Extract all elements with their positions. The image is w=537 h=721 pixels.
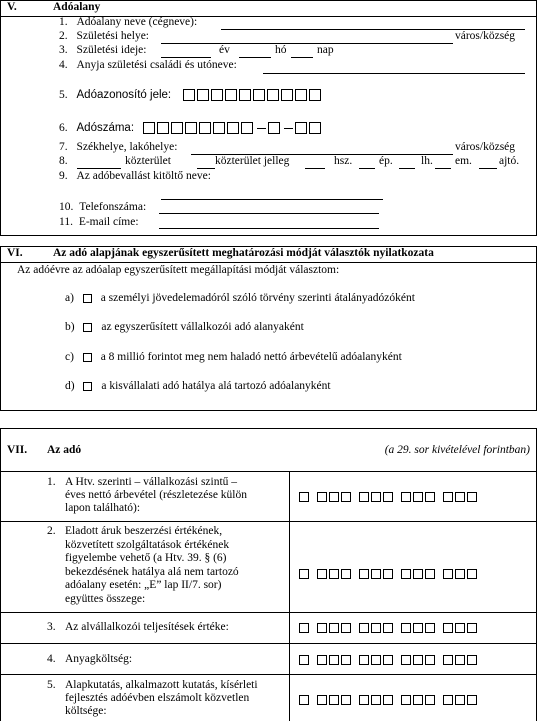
item-num: 1. bbox=[59, 16, 68, 28]
option-b[interactable] bbox=[65, 321, 304, 333]
row-label-line: Alapkutatás, alkalmazott kutatás, kísérleti bbox=[65, 679, 258, 691]
ep-label: ép. bbox=[379, 155, 393, 167]
item-8 bbox=[59, 155, 68, 167]
item-label: Adószáma: bbox=[76, 122, 135, 134]
item-label: Telefonszáma: bbox=[79, 201, 147, 213]
row-num: 5. bbox=[47, 679, 56, 691]
em-label: em. bbox=[455, 155, 472, 167]
row-label-line: együttes összege: bbox=[65, 592, 146, 605]
row-label-line: Az alvállalkozói teljesítések értéke: bbox=[65, 621, 229, 633]
option-text: a személyi jövedelemadóról szóló törvény szerinti átalányadózóként bbox=[100, 292, 415, 304]
item-num: 9. bbox=[59, 170, 68, 182]
email-field[interactable] bbox=[159, 228, 379, 229]
row-label-line: bekezdésének hatálya alá nem tartozó bbox=[65, 565, 239, 578]
row-label-line: költsége: bbox=[65, 705, 107, 717]
house-number-field[interactable] bbox=[305, 168, 325, 169]
item-num: 6. bbox=[59, 122, 68, 134]
section-v-header bbox=[1, 1, 536, 17]
month-label: hó bbox=[275, 44, 287, 56]
row-5-label bbox=[65, 679, 258, 718]
column-divider bbox=[289, 471, 290, 721]
row-4-amount-boxes[interactable] bbox=[299, 655, 479, 668]
section-v-number: V. bbox=[7, 1, 17, 13]
floor-field[interactable] bbox=[435, 168, 451, 169]
option-letter: b) bbox=[65, 321, 75, 333]
section-vii bbox=[0, 428, 537, 721]
mother-name-field[interactable] bbox=[263, 73, 525, 74]
item-11 bbox=[59, 216, 139, 228]
birth-month-field[interactable] bbox=[239, 57, 271, 58]
option-text: a 8 millió forintot meg nem haladó nettó árbevételű adóalanyként bbox=[100, 351, 402, 363]
item-label: Születési ideje: bbox=[76, 44, 147, 56]
item-label: Az adóbevallást kitöltő neve: bbox=[76, 170, 211, 182]
section-vi bbox=[0, 246, 537, 411]
item-5 bbox=[59, 89, 171, 101]
lh-label: lh. bbox=[421, 155, 433, 167]
option-a[interactable] bbox=[65, 292, 415, 304]
ajto-label: ajtó. bbox=[499, 155, 520, 167]
birth-place-field[interactable] bbox=[161, 43, 453, 44]
item-7 bbox=[59, 141, 177, 153]
birth-place-suffix: város/község bbox=[455, 30, 516, 42]
row-3-label bbox=[65, 621, 229, 633]
section-vi-number: VI. bbox=[7, 247, 23, 259]
residence-suffix: város/község bbox=[455, 141, 516, 153]
street-type-label: közterület jelleg bbox=[215, 155, 290, 167]
hsz-label: hsz. bbox=[334, 155, 353, 167]
checkbox-icon[interactable] bbox=[83, 294, 92, 303]
item-label: Adóazonosító jele: bbox=[76, 89, 172, 101]
item-4 bbox=[59, 59, 237, 71]
option-d[interactable] bbox=[65, 380, 331, 392]
option-c[interactable] bbox=[65, 351, 402, 363]
checkbox-icon[interactable] bbox=[83, 353, 92, 362]
birth-day-field[interactable] bbox=[291, 57, 313, 58]
row-label-line: éves nettó árbevétel (részletezése külön bbox=[65, 489, 247, 501]
row-4-label bbox=[65, 653, 132, 665]
table-row-4 bbox=[47, 653, 56, 665]
table-row-1 bbox=[47, 476, 56, 489]
item-num: 7. bbox=[59, 141, 68, 153]
item-10 bbox=[59, 201, 146, 213]
item-label: Születési helye: bbox=[76, 30, 149, 42]
option-text: az egyszerűsített vállalkozói adó alanyaként bbox=[101, 321, 304, 333]
section-vii-title: Az adó bbox=[47, 444, 82, 456]
row-label-line: Anyagköltség: bbox=[65, 653, 133, 665]
option-text: a kisvállalati adó hatálya alá tartozó adóalanyként bbox=[101, 380, 331, 392]
street-label: közterület bbox=[125, 155, 171, 167]
table-row-2 bbox=[47, 525, 56, 539]
row-label-line: fejlesztés adóévben elszámolt közvetlen bbox=[65, 692, 250, 704]
row-divider bbox=[1, 612, 536, 613]
row-2-label bbox=[65, 525, 239, 606]
phone-field[interactable] bbox=[159, 213, 379, 214]
item-label: Székhelye, lakóhelye: bbox=[76, 141, 178, 153]
item-1 bbox=[59, 16, 197, 28]
option-letter: a) bbox=[65, 292, 74, 304]
item-num: 11. bbox=[59, 216, 73, 228]
row-num: 3. bbox=[47, 621, 56, 633]
section-v bbox=[0, 0, 537, 236]
item-num: 2. bbox=[59, 30, 68, 42]
row-label-line: lapon található): bbox=[65, 502, 141, 514]
item-num: 5. bbox=[59, 89, 68, 101]
item-3 bbox=[59, 44, 146, 56]
item-num: 4. bbox=[59, 59, 68, 71]
item-6 bbox=[59, 122, 134, 134]
table-row-3 bbox=[47, 621, 56, 633]
option-letter: d) bbox=[65, 380, 75, 392]
row-label-line: Eladott áruk beszerzési értékének, bbox=[65, 525, 223, 537]
street-type-field[interactable] bbox=[197, 168, 215, 169]
filler-name-field[interactable] bbox=[161, 199, 383, 200]
row-label-line: közvetített szolgáltatások értékének bbox=[65, 538, 230, 551]
row-num: 1. bbox=[47, 476, 56, 488]
year-label: év bbox=[219, 44, 230, 56]
item-9 bbox=[59, 170, 211, 182]
section-vii-note: (a 29. sor kivételével forintban) bbox=[384, 444, 530, 456]
row-5-amount-boxes[interactable] bbox=[299, 695, 479, 708]
row-divider bbox=[1, 643, 536, 644]
row-label-line: figyelembe vehető (a Htv. 39. § (6) bbox=[65, 552, 227, 564]
option-letter: c) bbox=[65, 351, 74, 363]
row-label-line: A Htv. szerinti – vállalkozási szintű – bbox=[65, 476, 238, 488]
item-2 bbox=[59, 30, 149, 42]
street-name-field[interactable] bbox=[77, 168, 121, 169]
staircase-field[interactable] bbox=[399, 168, 415, 169]
row-3-amount-boxes[interactable] bbox=[299, 623, 479, 636]
checkbox-icon[interactable] bbox=[83, 382, 92, 391]
row-divider bbox=[1, 674, 536, 675]
row-divider bbox=[1, 521, 536, 522]
birth-year-field[interactable] bbox=[161, 57, 211, 58]
item-label: Adóalany neve (cégneve): bbox=[76, 16, 198, 28]
table-row-5 bbox=[47, 679, 56, 692]
tax-id-boxes[interactable] bbox=[183, 89, 323, 101]
row-divider bbox=[1, 471, 536, 472]
row-1-amount-boxes[interactable] bbox=[299, 492, 479, 505]
section-vi-title: Az adó alapjának egyszerűsített meghatározási módját választók nyilatkozata bbox=[53, 247, 434, 259]
item-label: Anyja születési családi és utóneve: bbox=[76, 59, 237, 71]
section-v-title: Adóalany bbox=[53, 1, 101, 13]
item-label: E-mail címe: bbox=[78, 216, 139, 228]
row-1-label bbox=[65, 476, 247, 515]
section-vi-header bbox=[1, 247, 536, 263]
item-num: 3. bbox=[59, 44, 68, 56]
row-num: 4. bbox=[47, 653, 56, 665]
day-label: nap bbox=[317, 44, 334, 56]
row-label-line: adóalany esetén: „E” lap II/7. sor) bbox=[65, 579, 222, 591]
tax-number-boxes[interactable] bbox=[143, 122, 323, 134]
item-num: 10. bbox=[59, 201, 74, 213]
row-num: 2. bbox=[47, 525, 56, 537]
item-num: 8. bbox=[59, 155, 68, 167]
section-vii-number: VII. bbox=[7, 444, 28, 456]
building-field[interactable] bbox=[359, 168, 375, 169]
door-field[interactable] bbox=[479, 168, 497, 169]
row-2-amount-boxes[interactable] bbox=[299, 569, 479, 582]
checkbox-icon[interactable] bbox=[83, 323, 92, 332]
section-vi-intro: Az adóévre az adóalap egyszerűsített megállapítási módját választom: bbox=[17, 264, 340, 276]
